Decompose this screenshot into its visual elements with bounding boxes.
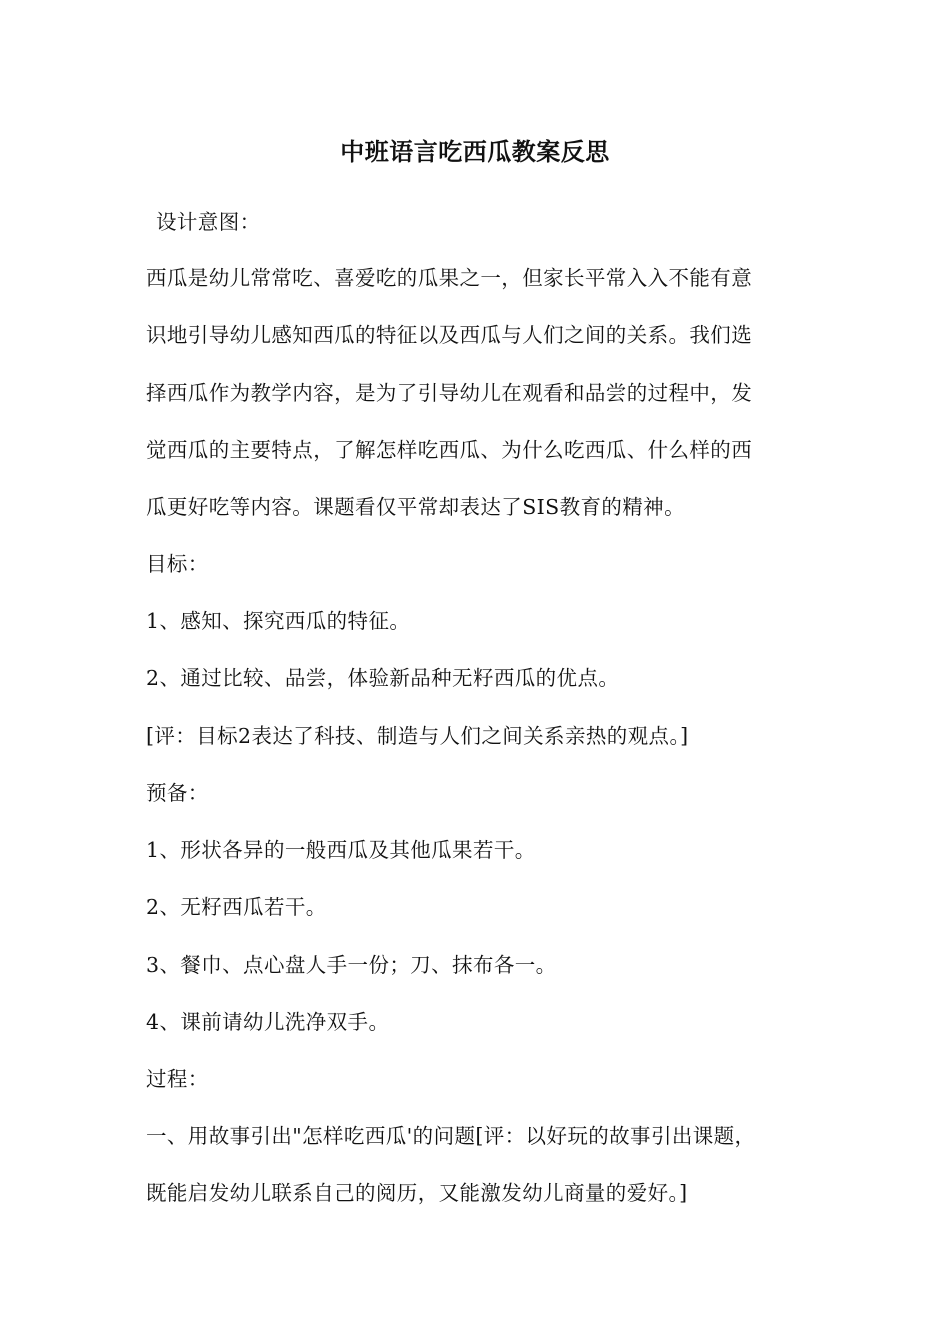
- section-heading-process: 过程：: [146, 1067, 209, 1091]
- document-title: 中班语言吃西瓜教案反思: [340, 137, 610, 166]
- list-item: 4、课前请幼儿洗净双手。: [146, 1010, 390, 1034]
- paragraph-line: 西瓜是幼儿常常吃、喜爱吃的瓜果之一，但家长平常入入不能有意: [146, 266, 753, 290]
- paragraph-line: 择西瓜作为教学内容，是为了引导幼儿在观看和品尝的过程中，发: [146, 381, 753, 405]
- section-heading-design-intent: 设计意图：: [156, 210, 261, 234]
- list-item: 2、无籽西瓜若干。: [146, 895, 327, 919]
- comment-line: [评：目标2表达了科技、制造与人们之间关系亲热的观点。]: [146, 724, 689, 748]
- list-item: 3、餐巾、点心盘人手一份；刀、抹布各一。: [146, 953, 557, 977]
- list-item: 1、形状各异的一般西瓜及其他瓜果若干。: [146, 838, 536, 862]
- paragraph-line: 识地引导幼儿感知西瓜的特征以及西瓜与人们之间的关系。我们选: [146, 323, 753, 347]
- section-heading-preparation: 预备：: [146, 781, 209, 805]
- list-item: 2、通过比较、品尝，体验新品种无籽西瓜的优点。: [146, 666, 620, 690]
- list-item: 1、感知、探究西瓜的特征。: [146, 609, 411, 633]
- section-heading-goals: 目标：: [146, 552, 209, 576]
- paragraph-line: 一、用故事引出"怎样吃西瓜'的问题[评：以好玩的故事引出课题，: [146, 1124, 756, 1148]
- paragraph-line: 觉西瓜的主要特点，了解怎样吃西瓜、为什么吃西瓜、什么样的西: [146, 438, 753, 462]
- paragraph-line: 瓜更好吃等内容。课题看仅平常却表达了SIS教育的精神。: [146, 495, 685, 519]
- paragraph-line: 既能启发幼儿联系自己的阅历，又能激发幼儿商量的爱好。]: [146, 1181, 688, 1205]
